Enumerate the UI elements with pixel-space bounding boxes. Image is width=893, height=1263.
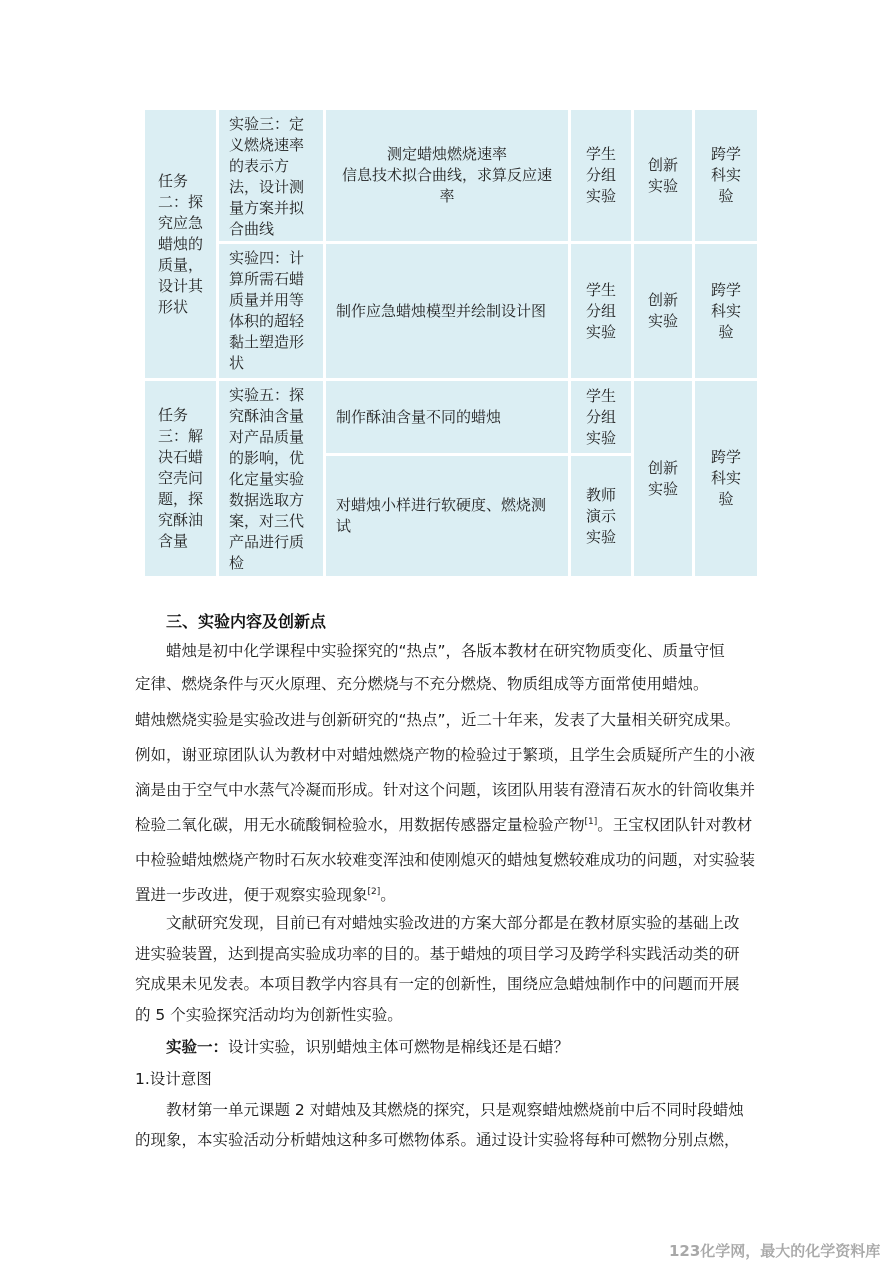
paragraph-line: 的 5 个实验探究活动均为创新性实验。 — [135, 1006, 403, 1024]
paragraph-line — [135, 813, 752, 835]
task2-cell: 任务 二：探 究应急 蜡烛的 质量， 设计其 形状 — [145, 110, 216, 378]
reference-marker[interactable]: [1] — [584, 816, 598, 827]
exp4-cross-cell: 跨学 科实 验 — [695, 244, 757, 378]
paragraph-line: 的现象，本实验活动分析蜡烛这种多可燃物体系。通过设计实验将每种可燃物分别点燃， — [135, 1131, 740, 1149]
paragraph-line: 定律、燃烧条件与灭火原理、充分燃烧与不充分燃烧、物质组成等方面常使用蜡烛。 — [135, 675, 709, 693]
exp5-name-cell: 实验五：探 究酥油含量 对产品质量 的影响，优 化定量实验 数据选取方 案，对三代 产品进行质 检 — [219, 381, 323, 576]
exp4-name-cell: 实验四：计 算所需石蜡 质量并用等 体积的超轻 黏土塑造形 状 — [219, 244, 323, 378]
paragraph-line: 进实验装置，达到提高实验成功率的目的。基于蜡烛的项目学习及跨学科实践活动类的研 — [135, 945, 740, 963]
paragraph-text: 。王宝权团队针对教材 — [597, 816, 753, 834]
site-watermark: 123化学网，最大的化学资料库 — [669, 1242, 881, 1260]
exp3-name-cell: 实验三：定 义燃烧速率 的表示方 法，设计测 量方案并拟 合曲线 — [219, 110, 323, 241]
exp3-nature-cell: 创新 实验 — [634, 110, 692, 241]
paragraph-line — [135, 883, 396, 905]
subheading: 1.设计意图 — [135, 1070, 212, 1088]
paragraph-text: 置进一步改进，便于观察实验现象 — [135, 886, 368, 904]
paragraph-line: 蜡烛是初中化学课程中实验探究的“热点”，各版本教材在研究物质变化、质量守恒 — [166, 642, 725, 660]
reference-marker[interactable]: [2] — [367, 886, 381, 897]
paragraph-line: 教材第一单元课题 2 对蜡烛及其燃烧的探究，只是观察蜡烛燃烧前中后不同时段蜡烛 — [166, 1101, 744, 1119]
paragraph-line: 例如，谢亚琼团队认为教材中对蜡烛燃烧产物的检验过于繁琐，且学生会质疑所产生的小液 — [135, 746, 756, 764]
exp5-nature-cell: 创新 实验 — [634, 381, 692, 576]
exp5-type-a-cell: 学生 分组 实验 — [571, 381, 631, 453]
exp4-nature-cell: 创新 实验 — [634, 244, 692, 378]
paragraph-text: 检验二氧化碳，用无水硫酸铜检验水，用数据传感器定量检验产物 — [135, 816, 585, 834]
experiment-title — [166, 1035, 569, 1057]
paragraph-line: 文献研究发现，目前已有对蜡烛实验改进的方案大部分都是在教材原实验的基础上改 — [166, 914, 740, 932]
exp3-cross-cell: 跨学 科实 验 — [695, 110, 757, 241]
exp5-cross-cell: 跨学 科实 验 — [695, 381, 757, 576]
paragraph-line: 究成果未见发表。本项目教学内容具有一定的创新性，围绕应急蜡烛制作中的问题而开展 — [135, 975, 740, 993]
exp4-type-cell: 学生 分组 实验 — [571, 244, 631, 378]
experiment-text: 设计实验，识别蜡烛主体可燃物是棉线还是石蜡？ — [228, 1038, 570, 1056]
exp5-content-a-cell: 制作酥油含量不同的蜡烛 — [326, 381, 568, 453]
exp3-content-cell: 测定蜡烛燃烧速率 信息技术拟合曲线，求算反应速 率 — [326, 110, 568, 241]
exp5-type-b-cell: 教师 演示 实验 — [571, 456, 631, 576]
paragraph-line: 中检验蜡烛燃烧产物时石灰水较难变浑浊和使刚熄灭的蜡烛复燃较难成功的问题，对实验装 — [135, 851, 756, 869]
task3-cell: 任务 三：解 决石蜡 空壳问 题，探 究酥油 含量 — [145, 381, 216, 576]
exp3-type-cell: 学生 分组 实验 — [571, 110, 631, 241]
experiment-label: 实验一： — [166, 1038, 229, 1056]
paragraph-text: 。 — [380, 886, 396, 904]
exp5-content-b-cell: 对蜡烛小样进行软硬度、燃烧测 试 — [326, 456, 568, 576]
paragraph-line: 滴是由于空气中水蒸气冷凝而形成。针对这个问题，该团队用装有澄清石灰水的针筒收集并 — [135, 781, 756, 799]
section-heading: 三、实验内容及创新点 — [166, 612, 327, 631]
exp4-content-cell: 制作应急蜡烛模型并绘制设计图 — [326, 244, 568, 378]
paragraph-line: 蜡烛燃烧实验是实验改进与创新研究的“热点”，近二十年来，发表了大量相关研究成果。 — [135, 711, 741, 729]
